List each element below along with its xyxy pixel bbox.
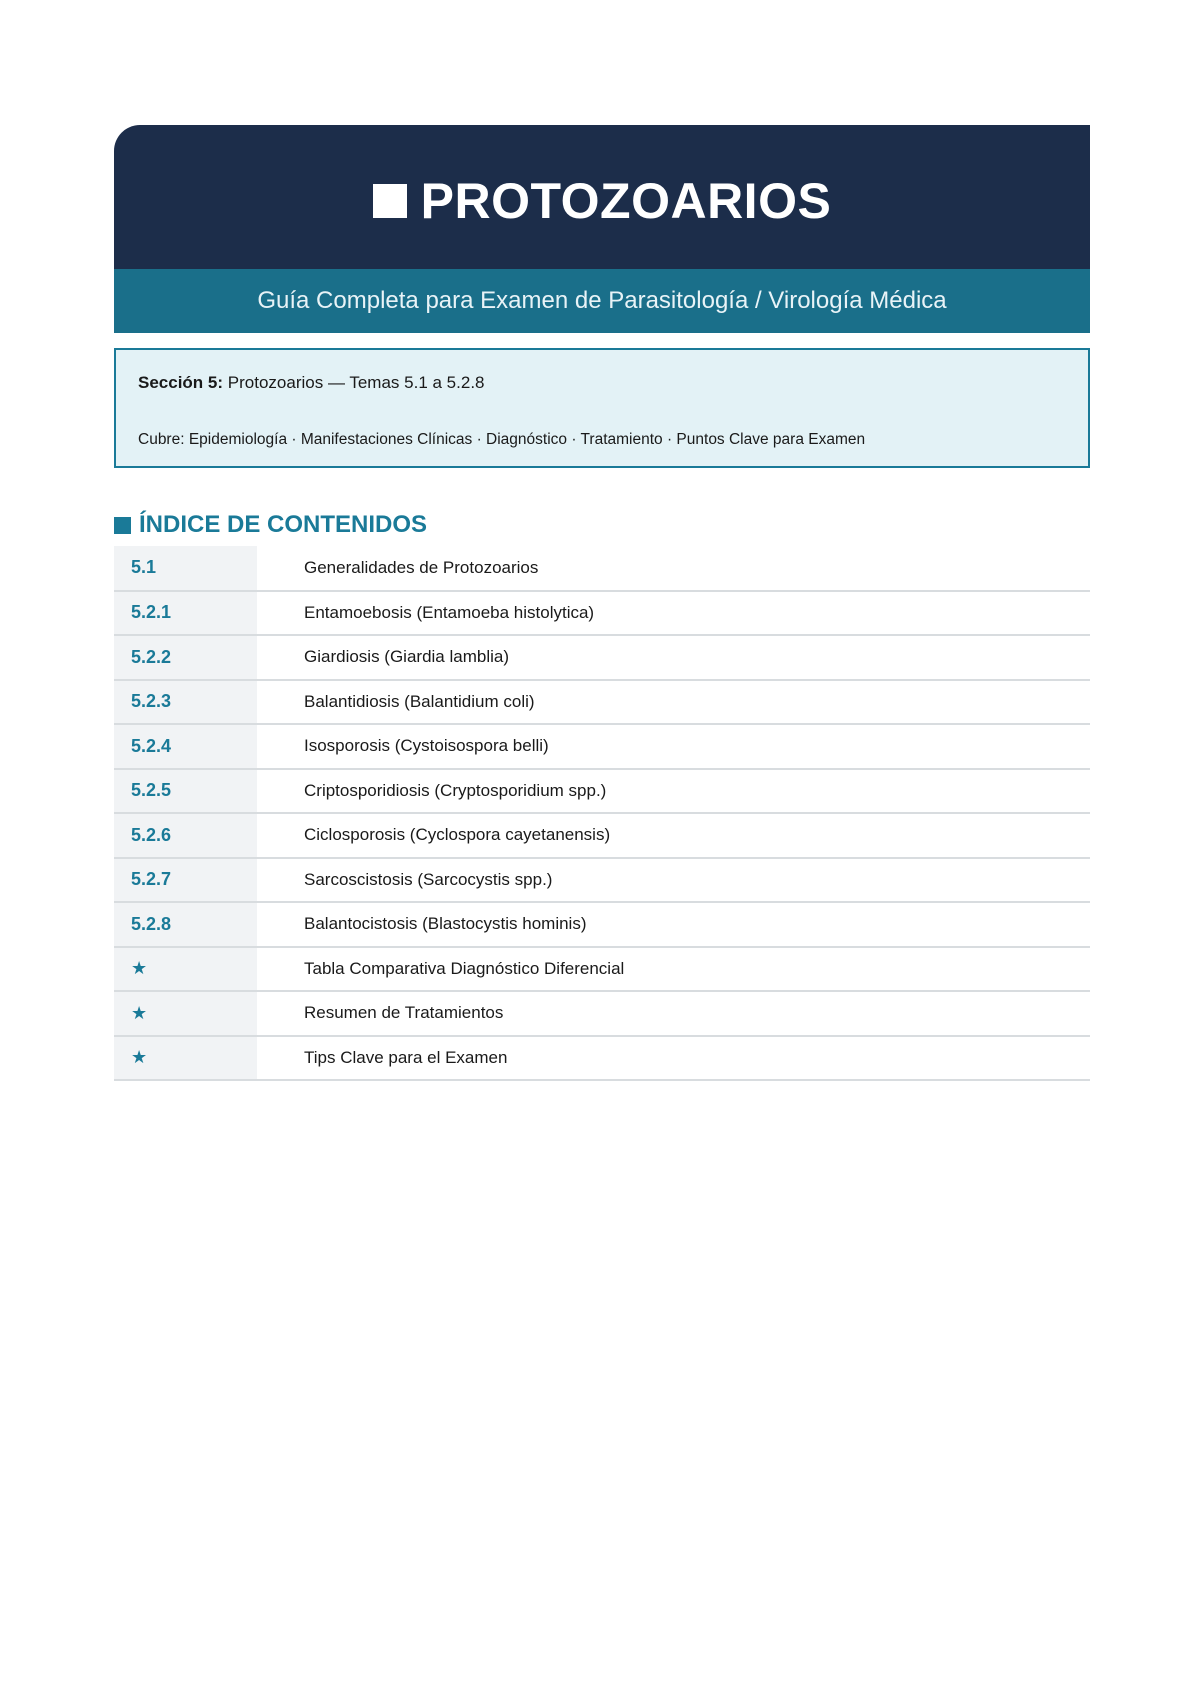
- section-text: Protozoarios — Temas 5.1 a 5.2.8: [227, 373, 485, 392]
- toc-heading-text: ÍNDICE DE CONTENIDOS: [139, 511, 428, 538]
- toc-number: 5.2.1: [114, 591, 257, 636]
- toc-number: 5.2.8: [114, 902, 257, 947]
- toc-title: Resumen de Tratamientos: [257, 991, 1090, 1036]
- toc-table: [114, 546, 1090, 1081]
- toc-number: 5.2.3: [114, 680, 257, 725]
- toc-row: [114, 991, 1090, 1036]
- star-icon: ★: [114, 1036, 257, 1081]
- toc-row: [114, 813, 1090, 858]
- toc-number: 5.2.2: [114, 635, 257, 680]
- toc-title: Isosporosis (Cystoisospora belli): [257, 724, 1090, 769]
- toc-title: Entamoebosis (Entamoeba histolytica): [257, 591, 1090, 636]
- toc-row: [114, 546, 1090, 591]
- toc-title: Balantidiosis (Balantidium coli): [257, 680, 1090, 725]
- toc-number: 5.1: [114, 546, 257, 591]
- star-icon: ★: [114, 947, 257, 992]
- toc-row: [114, 724, 1090, 769]
- section-summary: [138, 372, 1066, 394]
- subtitle-banner: [114, 269, 1090, 333]
- toc-row: [114, 947, 1090, 992]
- toc-title: Giardiosis (Giardia lamblia): [257, 635, 1090, 680]
- toc-heading: [114, 508, 427, 542]
- page-subtitle: Guía Completa para Examen de Parasitología / Virología Médica: [257, 287, 947, 314]
- toc-title: Tips Clave para el Examen: [257, 1036, 1090, 1081]
- filled-square-icon: [114, 517, 131, 534]
- toc-title: Ciclosporosis (Cyclospora cayetanensis): [257, 813, 1090, 858]
- filled-square-icon: [373, 184, 407, 218]
- page-title-text: PROTOZOARIOS: [420, 173, 832, 229]
- toc-row: [114, 635, 1090, 680]
- toc-row: [114, 902, 1090, 947]
- page-title: [373, 172, 832, 230]
- toc-title: Generalidades de Protozoarios: [257, 546, 1090, 591]
- toc-row: [114, 1036, 1090, 1081]
- toc-row: [114, 858, 1090, 903]
- toc-number: 5.2.5: [114, 769, 257, 814]
- title-banner: [114, 125, 1090, 269]
- toc-row: [114, 591, 1090, 636]
- toc-number: 5.2.7: [114, 858, 257, 903]
- toc-row: [114, 769, 1090, 814]
- toc-row: [114, 680, 1090, 725]
- toc-title: Sarcoscistosis (Sarcocystis spp.): [257, 858, 1090, 903]
- star-icon: ★: [114, 991, 257, 1036]
- section-info-box: [114, 348, 1090, 468]
- toc-title: Criptosporidiosis (Cryptosporidium spp.): [257, 769, 1090, 814]
- section-label: Sección 5:: [138, 373, 224, 392]
- toc-title: Balantocistosis (Blastocystis hominis): [257, 902, 1090, 947]
- toc-number: 5.2.6: [114, 813, 257, 858]
- toc-title: Tabla Comparativa Diagnóstico Diferencial: [257, 947, 1090, 992]
- toc-number: 5.2.4: [114, 724, 257, 769]
- section-coverage: Cubre: Epidemiología · Manifestaciones Clínicas · Diagnóstico · Tratamiento · Puntos Clave para Examen: [138, 431, 866, 448]
